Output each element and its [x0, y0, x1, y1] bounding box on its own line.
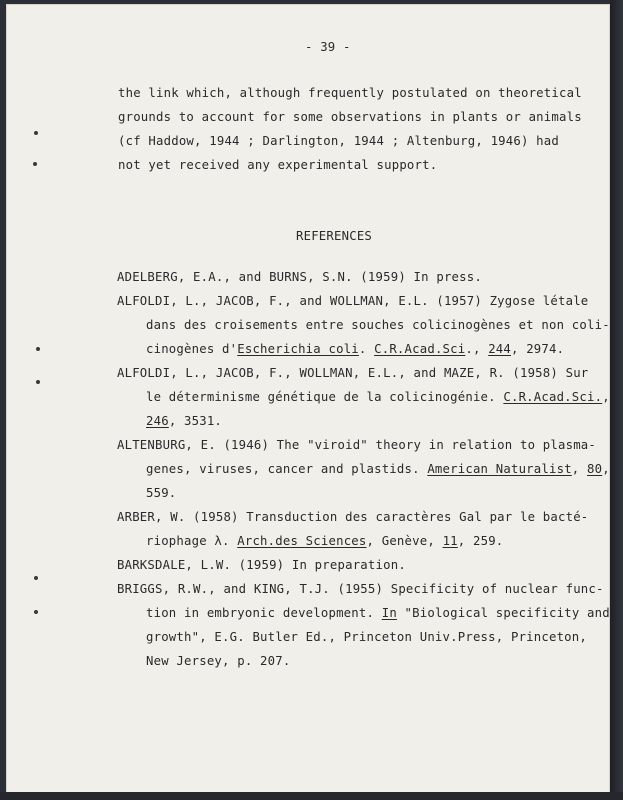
intro-line: grounds to account for some observations in plants or animals [118, 110, 582, 124]
reference-line: genes, viruses, cancer and plastids. American Naturalist, 80, [146, 462, 610, 476]
margin-mark [34, 576, 38, 580]
reference-line: dans des croisements entre souches colicinogènes et non coli- [146, 318, 610, 332]
reference-line: tion in embryonic development. In "Biological specificity and [146, 606, 610, 620]
reference-line: riophage λ. Arch.des Sciences, Genève, 11, 259. [146, 534, 504, 548]
page-number: - 39 - [305, 40, 351, 54]
reference-entry: ALFOLDI, L., JACOB, F., WOLLMAN, E.L., and MAZE, R. (1958) Sur [117, 366, 589, 380]
intro-line: (cf Haddow, 1944 ; Darlington, 1944 ; Altenburg, 1946) had [118, 134, 559, 148]
reference-entry: ADELBERG, E.A., and BURNS, S.N. (1959) In press. [117, 270, 482, 284]
reference-line: le déterminisme génétique de la colicinogénie. C.R.Acad.Sci., [146, 390, 610, 404]
margin-mark [34, 131, 38, 135]
reference-entry: ALFOLDI, L., JACOB, F., and WOLLMAN, E.L. (1957) Zygose létale [117, 294, 589, 308]
margin-mark [36, 347, 40, 351]
reference-line: 246, 3531. [146, 414, 223, 428]
references-heading: REFERENCES [296, 229, 373, 243]
margin-mark [33, 162, 37, 166]
intro-line: not yet received any experimental support. [118, 158, 438, 172]
reference-entry: ALTENBURG, E. (1946) The "viroid" theory in relation to plasma- [117, 438, 597, 452]
reference-line: growth", E.G. Butler Ed., Princeton Univ.Press, Princeton, [146, 630, 587, 644]
reference-entry: BRIGGS, R.W., and KING, T.J. (1955) Specificity of nuclear func- [117, 582, 604, 596]
intro-line: the link which, although frequently postulated on theoretical [118, 86, 582, 100]
reference-line: 559. [146, 486, 177, 500]
reference-line: New Jersey, p. 207. [146, 654, 291, 668]
scan-bottom-edge [0, 792, 623, 800]
scan-edge [610, 0, 623, 800]
margin-mark [36, 380, 40, 384]
margin-mark [34, 610, 38, 614]
reference-line: cinogènes d'Escherichia coli. C.R.Acad.Sci., 244, 2974. [146, 342, 565, 356]
reference-entry: BARKSDALE, L.W. (1959) In preparation. [117, 558, 406, 572]
reference-entry: ARBER, W. (1958) Transduction des caractères Gal par le bacté- [117, 510, 589, 524]
